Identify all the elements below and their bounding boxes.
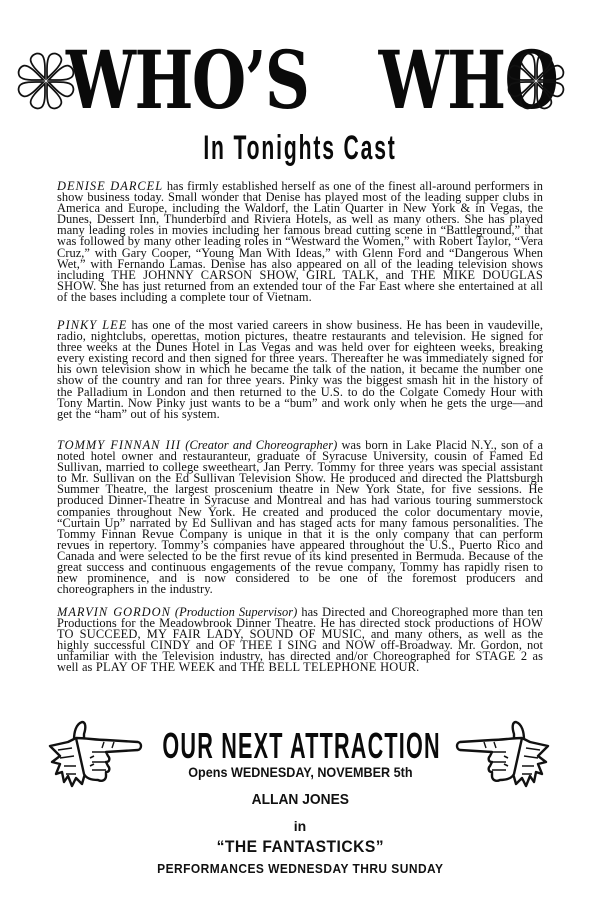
bio-text-segment: and many others, as well as the highly successful bbox=[57, 627, 543, 653]
performance-schedule: PERFORMANCES WEDNESDAY THRU SUNDAY bbox=[157, 861, 444, 876]
page-subtitle: In Tonights Cast bbox=[203, 129, 397, 167]
bio-text-segment: and bbox=[215, 660, 241, 675]
bio-title-caps: THE JOHNNY CARSON SHOW, GIRL TALK, bbox=[111, 267, 379, 282]
bio-text-segment: and bbox=[190, 638, 219, 653]
bio-text-segment: and bbox=[378, 267, 411, 282]
title-whos: WHO’S bbox=[66, 33, 309, 127]
bio-text-segment: has Directed and Choreographed more than ten Productions for the Meadowbrook Dinner Theatre. He has directed stock productions of bbox=[57, 605, 544, 631]
bio-name: PINKY LEE bbox=[57, 318, 128, 332]
bio-text-segment: was born in Lake Placid N.Y., son of a noted hotel owner and restauranteur, graduate of Syracuse University, cousin of Famed Ed Sullivan, married to college sweetheart, Jan Perry. Tommy for three years was special assistant to Mr. Sullivan on the Ed Sullivan Television Show. He produced and directed the Plattsburgh Summer Theatre, the largest proscenium theatre in New York State, for five sessions. He produced Dinner-Theatre in Syracuse and Montreal and has had various touring summerstock companies throughout New York. He created and produced the color documentary movie, “Curtain Up” narrated by Ed Sullivan and has staged acts for many famous personalities. The Tommy Finnan Revue Company is unique in that it is the only company that can perform revues in repertory. Tommy’s companies have appeared throughout the U.S., Puerto Rico and Canada and were selected to be the first revue of its kind presented in Bermuda. Because of the great success and continuous engagements of the revue company, Tommy has rapidly risen to new prominence, and is now considered to be one of the foremost producers and choreographers in the industry. bbox=[57, 438, 544, 597]
pointing-hand-left-icon bbox=[452, 712, 552, 792]
title-who: WHO bbox=[378, 33, 558, 127]
bio-text bbox=[57, 438, 543, 596]
bio-title-caps: CINDY bbox=[150, 638, 191, 653]
next-attraction-heading: OUR NEXT ATTRACTION bbox=[162, 725, 441, 766]
page-title bbox=[66, 32, 558, 128]
bio-text bbox=[57, 179, 543, 304]
bio-title-caps: PLAY OF THE WEEK bbox=[95, 660, 216, 675]
bio-name: TOMMY FINNAN III bbox=[57, 438, 181, 452]
star-name: ALLAN JONES bbox=[251, 791, 350, 808]
bio-text bbox=[57, 605, 543, 674]
opening-date: Opens WEDNESDAY, NOVEMBER 5th bbox=[188, 764, 413, 780]
bio-text-segment: off-Broadway. Mr. Gordon, not unfamiliar with the Television industry, has directed and/or Choreographed for bbox=[57, 638, 544, 664]
bio-pinky-lee bbox=[57, 320, 543, 420]
show-title: “THE FANTASTICKS” bbox=[216, 837, 385, 856]
bio-text-segment: has firmly established herself as one of the finest all-around performers in show business today. Small wonder that Denise has played most of the leading supper clubs in America and Europe, including the Waldorf, the Latin Quarter in New York & in Vegas, the Dunes, Dessert Inn, Thunderbird and Riviera Hotels, as well as many others. She has played many leading roles in movies including her famous bread cutting scene in “Battleground,” that was followed by many other leading roles in “Westward the Women,” with Robert Taylor, “Vera Cruz,” with Gary Cooper, “Young Man With Ideas,” with Glenn Ford and “Dangerous When Wet,” with Fernando Lamas. Denise has also appeared on all of the leading television shows including bbox=[57, 179, 543, 282]
bio-role: (Production Supervisor) bbox=[174, 605, 298, 619]
bio-text-segment: and bbox=[317, 638, 346, 653]
bio-denise-darcel bbox=[57, 181, 543, 303]
bio-title-caps: THE BELL TELEPHONE HOUR. bbox=[240, 660, 420, 675]
bio-title-caps: HOW TO SUCCEED, MY FAIR LADY, SOUND OF MUSIC, bbox=[57, 616, 543, 642]
bio-marvin-gordon bbox=[57, 607, 543, 674]
bio-title-caps: STAGE 2 bbox=[475, 649, 528, 664]
bio-role: (Creator and Choreographer) bbox=[185, 438, 338, 452]
bio-text-segment: as well as bbox=[57, 649, 543, 675]
bio-name: DENISE DARCEL bbox=[57, 179, 164, 193]
bio-text-segment: has one of the most varied careers in show business. He has been in vaudeville, radio, nightclubs, operettas, motion pictures, theatre restaurants and television. He signed for three weeks at the Dunes Hotel in Las Vegas and was held over for eighteen weeks, breaking every existing record and then signed for three years. Thereafter he was immediately signed for his own television show in which he became the talk of the nation, it became the number one show of the country and ran for three years. Pinky was the biggest smash hit in the history of the Palladium in London and then returned to the U.S. to do the Colgate Comedy Hour with Tony Martin. Now Pinky just wants to be a “bum” and work only when he gets the urge—and get the “ham” out of his system. bbox=[57, 318, 544, 421]
flower-ornament-icon bbox=[505, 50, 567, 112]
in-connector: in bbox=[293, 818, 307, 834]
bio-title-caps: NOW bbox=[345, 638, 376, 653]
bio-text-segment: She has just returned from an extended tour of the Far East where she entertained at all of the bases including a complete tour of Vietnam. bbox=[57, 278, 543, 304]
bio-text bbox=[57, 318, 543, 421]
bio-title-caps: OF THEE I SING bbox=[218, 638, 318, 653]
bio-tommy-finnan bbox=[57, 440, 543, 595]
bio-name: MARVIN GORDON bbox=[57, 605, 171, 619]
bio-title-caps: THE MIKE DOUGLAS SHOW. bbox=[57, 267, 544, 293]
